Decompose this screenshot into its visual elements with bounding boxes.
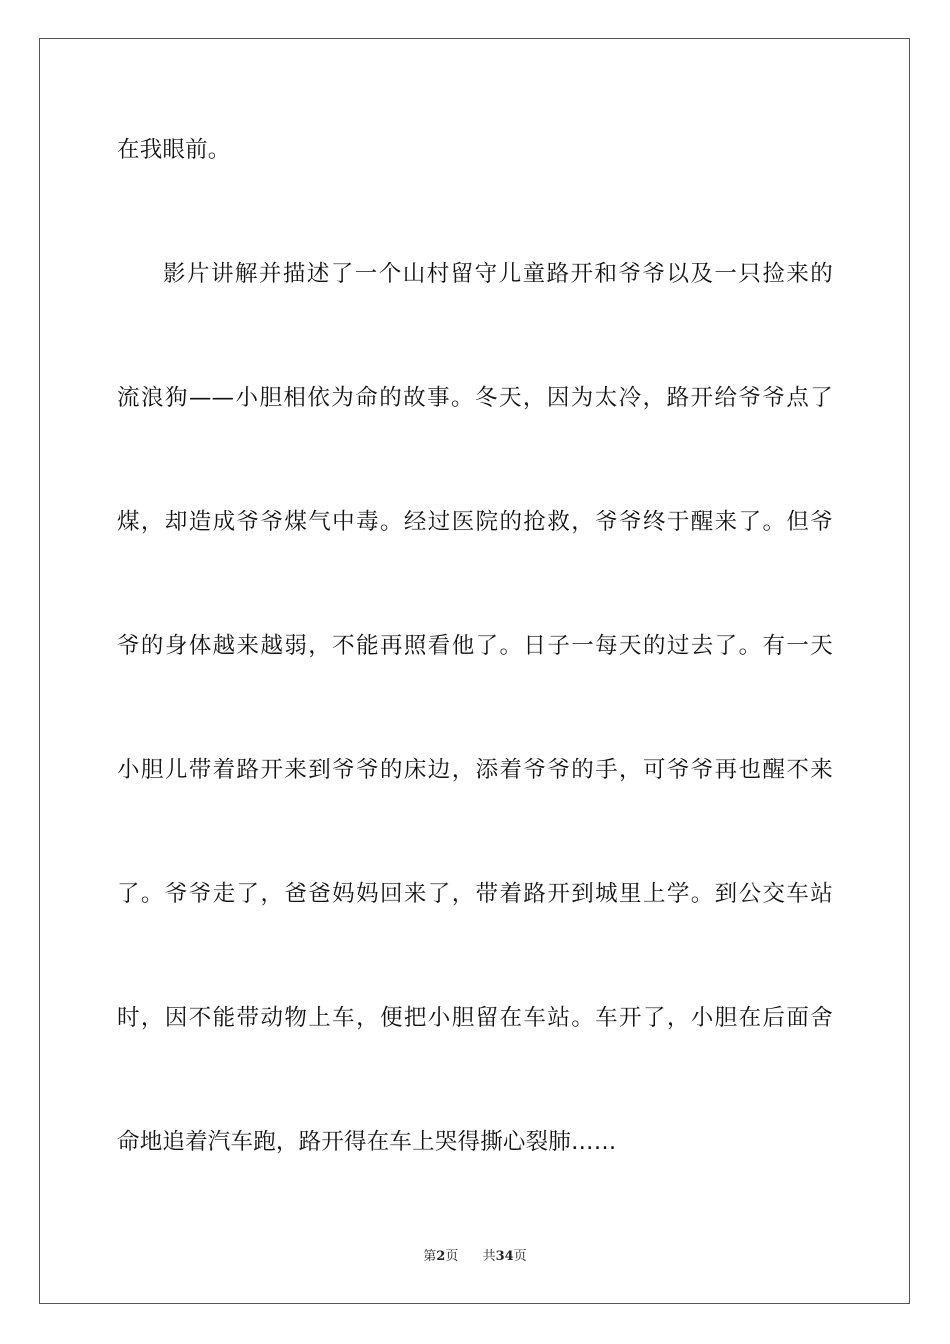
page-border (39, 38, 910, 1304)
page-footer (0, 1248, 950, 1266)
footer-page-suffix: 页 (445, 1249, 459, 1264)
text-line-9: 命地追着汽车跑，路开得在车上哭得撕心裂肺…… (117, 1129, 617, 1155)
footer-total-pages: 34 (495, 1249, 514, 1264)
text-line-2: 影片讲解并描述了一个山村留守儿童路开和爷爷以及一只捡来的 (163, 261, 833, 287)
text-line-4: 煤，却造成爷爷煤气中毒。经过医院的抢救，爷爷终于醒来了。但爷 (117, 509, 833, 535)
footer-page-number: 2 (436, 1249, 446, 1264)
text-line-8: 时，因不能带动物上车，便把小胆留在车站。车开了，小胆在后面舍 (117, 1005, 833, 1031)
footer-total-suffix: 页 (513, 1249, 527, 1264)
footer-total-prefix: 共 (482, 1249, 496, 1264)
text-line-7: 了。爷爷走了，爸爸妈妈回来了，带着路开到城里上学。到公交车站 (117, 881, 833, 907)
footer-page-prefix: 第 (423, 1249, 437, 1264)
text-line-1: 在我眼前。 (117, 137, 231, 163)
text-line-3: 流浪狗——小胆相依为命的故事。冬天，因为太冷，路开给爷爷点了 (117, 385, 833, 411)
text-line-6: 小胆儿带着路开来到爷爷的床边，添着爷爷的手，可爷爷再也醒不来 (117, 757, 833, 783)
text-line-5: 爷的身体越来越弱，不能再照看他了。日子一每天的过去了。有一天 (117, 633, 833, 659)
